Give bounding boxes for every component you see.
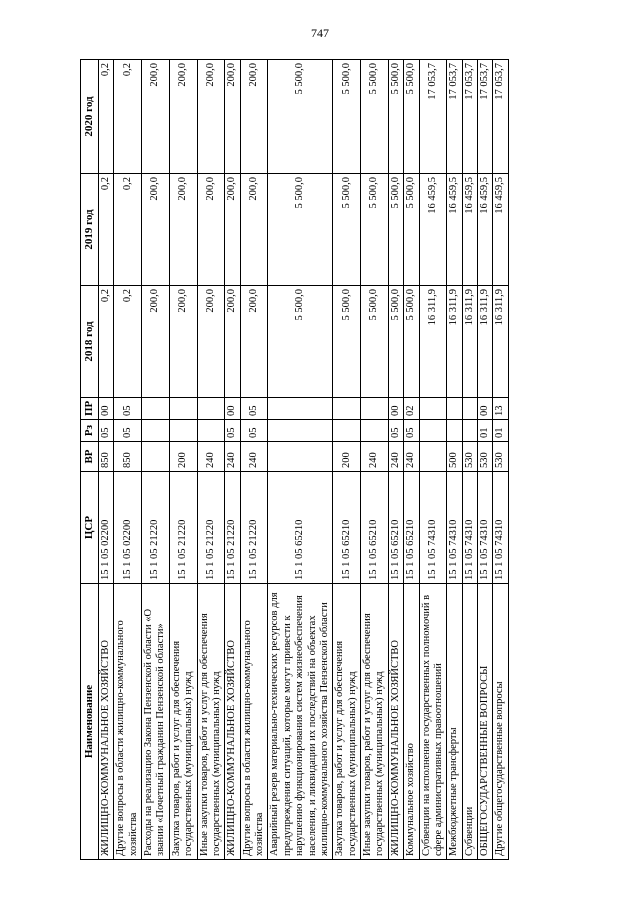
cell-2018: 5 500,0 bbox=[333, 286, 361, 398]
cell-2020: 0,2 bbox=[98, 60, 113, 174]
header-vr: ВР bbox=[81, 442, 99, 472]
cell-2019: 5 500,0 bbox=[361, 174, 389, 286]
table-row bbox=[447, 60, 462, 860]
cell-name: Субвенции bbox=[462, 584, 477, 860]
table-row bbox=[114, 60, 142, 860]
table-header-row bbox=[81, 60, 99, 860]
cell-rz: 05 bbox=[225, 420, 240, 442]
cell-2018: 5 500,0 bbox=[388, 286, 403, 398]
cell-csr: 15 1 05 02200 bbox=[114, 472, 142, 584]
table-row bbox=[419, 60, 447, 860]
cell-pr bbox=[361, 398, 389, 420]
page-number: 747 bbox=[311, 26, 329, 40]
cell-2020: 5 500,0 bbox=[388, 60, 403, 174]
cell-name: Другие общегосударственные вопросы bbox=[493, 584, 508, 860]
table-row bbox=[404, 60, 419, 860]
table-row bbox=[197, 60, 225, 860]
cell-rz bbox=[462, 420, 477, 442]
table-row bbox=[98, 60, 113, 860]
table-row bbox=[169, 60, 197, 860]
cell-name: Аварийный резерв материально-технических ресурсов для предупреждения ситуаций, которые могут привести к нарушению функционирования систем жизнеобеспечения населения, и ликвидации их последствий на объектах жилищно-коммунального хозяйства Пензенской области bbox=[268, 584, 333, 860]
cell-2020: 200,0 bbox=[169, 60, 197, 174]
cell-2020: 200,0 bbox=[142, 60, 170, 174]
cell-vr: 240 bbox=[240, 442, 268, 472]
cell-2018: 16 311,9 bbox=[493, 286, 508, 398]
cell-2019: 16 459,5 bbox=[478, 174, 493, 286]
cell-vr: 850 bbox=[114, 442, 142, 472]
cell-2020: 0,2 bbox=[114, 60, 142, 174]
table-row bbox=[462, 60, 477, 860]
cell-2018: 200,0 bbox=[169, 286, 197, 398]
cell-csr: 15 1 05 21220 bbox=[225, 472, 240, 584]
rotated-table-content bbox=[80, 60, 558, 860]
cell-2018: 5 500,0 bbox=[361, 286, 389, 398]
cell-pr bbox=[197, 398, 225, 420]
table-row bbox=[361, 60, 389, 860]
cell-csr: 15 1 05 74310 bbox=[462, 472, 477, 584]
table-row bbox=[268, 60, 333, 860]
table-row bbox=[225, 60, 240, 860]
cell-2019: 5 500,0 bbox=[333, 174, 361, 286]
cell-pr bbox=[169, 398, 197, 420]
cell-2019: 5 500,0 bbox=[388, 174, 403, 286]
cell-2018: 200,0 bbox=[197, 286, 225, 398]
cell-2020: 200,0 bbox=[225, 60, 240, 174]
cell-name: ОБЩЕГОСУДАРСТВЕННЫЕ ВОПРОСЫ bbox=[478, 584, 493, 860]
cell-2019: 16 459,5 bbox=[447, 174, 462, 286]
cell-csr: 15 1 05 02200 bbox=[98, 472, 113, 584]
cell-2018: 5 500,0 bbox=[404, 286, 419, 398]
cell-vr: 240 bbox=[225, 442, 240, 472]
header-2020: 2020 год bbox=[81, 60, 99, 174]
cell-csr: 15 1 05 74310 bbox=[419, 472, 447, 584]
cell-rz bbox=[447, 420, 462, 442]
cell-csr: 15 1 05 65210 bbox=[404, 472, 419, 584]
cell-2019: 16 459,5 bbox=[493, 174, 508, 286]
cell-name: ЖИЛИЩНО-КОММУНАЛЬНОЕ ХОЗЯЙСТВО bbox=[98, 584, 113, 860]
cell-csr: 15 1 05 74310 bbox=[493, 472, 508, 584]
cell-vr: 200 bbox=[333, 442, 361, 472]
cell-2019: 0,2 bbox=[98, 174, 113, 286]
cell-rz bbox=[197, 420, 225, 442]
cell-2019: 16 459,5 bbox=[419, 174, 447, 286]
cell-vr: 240 bbox=[361, 442, 389, 472]
cell-rz bbox=[268, 420, 333, 442]
cell-vr: 240 bbox=[388, 442, 403, 472]
cell-name: Иные закупки товаров, работ и услуг для обеспечения государственных (муниципальных) нужд bbox=[361, 584, 389, 860]
cell-vr: 530 bbox=[493, 442, 508, 472]
cell-2019: 200,0 bbox=[240, 174, 268, 286]
cell-2019: 200,0 bbox=[169, 174, 197, 286]
table-row bbox=[388, 60, 403, 860]
rotated-table-frame bbox=[80, 60, 558, 860]
cell-rz: 05 bbox=[404, 420, 419, 442]
cell-rz bbox=[333, 420, 361, 442]
cell-2018: 0,2 bbox=[114, 286, 142, 398]
cell-pr: 00 bbox=[225, 398, 240, 420]
cell-csr: 15 1 05 21220 bbox=[197, 472, 225, 584]
cell-vr: 530 bbox=[462, 442, 477, 472]
cell-2018: 200,0 bbox=[240, 286, 268, 398]
cell-2018: 16 311,9 bbox=[447, 286, 462, 398]
cell-vr: 530 bbox=[478, 442, 493, 472]
cell-2018: 200,0 bbox=[142, 286, 170, 398]
table-row bbox=[333, 60, 361, 860]
cell-rz: 05 bbox=[114, 420, 142, 442]
cell-pr bbox=[268, 398, 333, 420]
cell-2020: 17 053,7 bbox=[478, 60, 493, 174]
cell-2020: 5 500,0 bbox=[361, 60, 389, 174]
cell-2020: 17 053,7 bbox=[493, 60, 508, 174]
cell-pr: 00 bbox=[388, 398, 403, 420]
cell-csr: 15 1 05 65210 bbox=[388, 472, 403, 584]
cell-2019: 200,0 bbox=[225, 174, 240, 286]
cell-vr bbox=[142, 442, 170, 472]
cell-2020: 17 053,7 bbox=[462, 60, 477, 174]
cell-name: Расходы на реализацию Закона Пензенской области «О звании «Почетный гражданин Пензенской области» bbox=[142, 584, 170, 860]
cell-2019: 5 500,0 bbox=[404, 174, 419, 286]
cell-pr: 05 bbox=[114, 398, 142, 420]
cell-2020: 200,0 bbox=[197, 60, 225, 174]
cell-2020: 17 053,7 bbox=[447, 60, 462, 174]
cell-pr bbox=[462, 398, 477, 420]
cell-csr: 15 1 05 65210 bbox=[268, 472, 333, 584]
header-name: Наименование bbox=[81, 584, 99, 860]
cell-name: Закупка товаров, работ и услуг для обеспечения государственных (муниципальных) нужд bbox=[333, 584, 361, 860]
cell-2019: 16 459,5 bbox=[462, 174, 477, 286]
cell-name: Закупка товаров, работ и услуг для обеспечения государственных (муниципальных) нужд bbox=[169, 584, 197, 860]
cell-rz: 05 bbox=[388, 420, 403, 442]
cell-2018: 200,0 bbox=[225, 286, 240, 398]
cell-pr: 00 bbox=[478, 398, 493, 420]
budget-table bbox=[80, 59, 509, 860]
header-csr: ЦСР bbox=[81, 472, 99, 584]
cell-pr bbox=[419, 398, 447, 420]
cell-vr: 240 bbox=[197, 442, 225, 472]
cell-2020: 200,0 bbox=[240, 60, 268, 174]
cell-2018: 16 311,9 bbox=[419, 286, 447, 398]
cell-csr: 15 1 05 74310 bbox=[447, 472, 462, 584]
cell-2019: 0,2 bbox=[114, 174, 142, 286]
cell-pr bbox=[142, 398, 170, 420]
cell-2018: 0,2 bbox=[98, 286, 113, 398]
cell-2019: 5 500,0 bbox=[268, 174, 333, 286]
cell-name: Коммунальное хозяйство bbox=[404, 584, 419, 860]
cell-vr: 200 bbox=[169, 442, 197, 472]
cell-name: Иные закупки товаров, работ и услуг для обеспечения государственных (муниципальных) нужд bbox=[197, 584, 225, 860]
cell-2020: 5 500,0 bbox=[268, 60, 333, 174]
cell-pr bbox=[333, 398, 361, 420]
cell-vr: 500 bbox=[447, 442, 462, 472]
cell-rz: 05 bbox=[240, 420, 268, 442]
cell-name: Другие вопросы в области жилищно-коммунального хозяйства bbox=[240, 584, 268, 860]
cell-pr: 13 bbox=[493, 398, 508, 420]
table-row bbox=[478, 60, 493, 860]
cell-name: Субвенции на исполнение государственных полномочий в сфере административных правоотношений bbox=[419, 584, 447, 860]
cell-2020: 5 500,0 bbox=[404, 60, 419, 174]
cell-csr: 15 1 05 21220 bbox=[142, 472, 170, 584]
header-2018: 2018 год bbox=[81, 286, 99, 398]
table-body bbox=[98, 60, 508, 860]
cell-pr: 00 bbox=[98, 398, 113, 420]
cell-2019: 200,0 bbox=[142, 174, 170, 286]
cell-vr bbox=[268, 442, 333, 472]
cell-2018: 16 311,9 bbox=[462, 286, 477, 398]
cell-2018: 5 500,0 bbox=[268, 286, 333, 398]
cell-rz: 01 bbox=[478, 420, 493, 442]
table-row bbox=[493, 60, 508, 860]
cell-rz: 01 bbox=[493, 420, 508, 442]
header-pr: ПР bbox=[81, 398, 99, 420]
cell-name: ЖИЛИЩНО-КОММУНАЛЬНОЕ ХОЗЯЙСТВО bbox=[225, 584, 240, 860]
cell-rz: 05 bbox=[98, 420, 113, 442]
cell-pr bbox=[447, 398, 462, 420]
cell-name: Межбюджетные трансферты bbox=[447, 584, 462, 860]
cell-name: Другие вопросы в области жилищно-коммунального хозяйства bbox=[114, 584, 142, 860]
cell-2020: 17 053,7 bbox=[419, 60, 447, 174]
cell-rz bbox=[419, 420, 447, 442]
cell-csr: 15 1 05 21220 bbox=[169, 472, 197, 584]
cell-vr: 850 bbox=[98, 442, 113, 472]
cell-2019: 200,0 bbox=[197, 174, 225, 286]
table-row bbox=[240, 60, 268, 860]
header-2019: 2019 год bbox=[81, 174, 99, 286]
table-row bbox=[142, 60, 170, 860]
cell-vr bbox=[419, 442, 447, 472]
cell-rz bbox=[361, 420, 389, 442]
cell-csr: 15 1 05 65210 bbox=[361, 472, 389, 584]
cell-rz bbox=[169, 420, 197, 442]
cell-pr: 05 bbox=[240, 398, 268, 420]
cell-name: ЖИЛИЩНО-КОММУНАЛЬНОЕ ХОЗЯЙСТВО bbox=[388, 584, 403, 860]
cell-2020: 5 500,0 bbox=[333, 60, 361, 174]
cell-csr: 15 1 05 21220 bbox=[240, 472, 268, 584]
header-rz: Рз bbox=[81, 420, 99, 442]
cell-rz bbox=[142, 420, 170, 442]
cell-vr: 240 bbox=[404, 442, 419, 472]
cell-csr: 15 1 05 74310 bbox=[478, 472, 493, 584]
cell-2018: 16 311,9 bbox=[478, 286, 493, 398]
cell-csr: 15 1 05 65210 bbox=[333, 472, 361, 584]
cell-pr: 02 bbox=[404, 398, 419, 420]
